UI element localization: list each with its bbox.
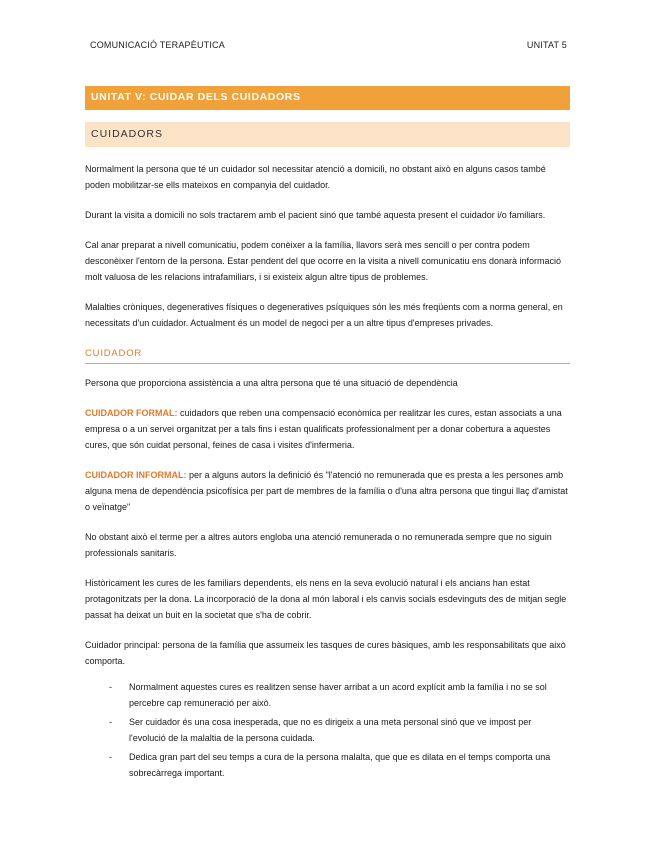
bullet-marker: - <box>109 682 112 692</box>
header-unit: UNITAT 5 <box>526 40 567 50</box>
formal-caregiver-text: cuidadors que reben una compensació econòmica per realitzar les cures, estan associats a una empresa o a un servei organitzat per a tals fins i estan qualificats professionalment per a donar cobertura a aquestes cures, que són cuidat personal, feines de casa i visites d'infermeria. <box>85 408 562 450</box>
paragraph: No obstant això el terme per a altres autors engloba una atenció remunerada o no remunerada sempre que no siguin professionals sanitaris. <box>85 532 552 558</box>
section-title-cuidadors: CUIDADORS <box>85 122 570 147</box>
formal-caregiver-paragraph <box>85 405 570 453</box>
paragraph: Malalties cròniques, degeneratives físiques o degeneratives psíquiques són les més freqüents com a norma general, en necessitats d'un cuidador. Actualment és un model de negoci per a un altre tipus d'empreses privades. <box>85 302 563 328</box>
section-title-cuidador: CUIDADOR <box>85 347 570 364</box>
paragraph: Cal anar preparat a nivell comunicatiu, podem conèixer a la família, llavors serà mes sencill o per contra podem desconèixer l'entorn de la persona. Estar pendent del que ocorre en la visita a nivell comunicatiu ens donarà informació molt valuosa de les relacions intrafamiliars, i si existeix algun altre tipus de problemes. <box>85 240 561 282</box>
caregiver-bullet-list <box>85 679 570 781</box>
informal-caregiver-text: per a alguns autors la definició és "l'atenció no remunerada que es presta a les persones amb alguna mena de dependència psicofísica per part de membres de la família o d'una altra persona que tingui llaç d'amistat o veïnatge" <box>85 470 568 512</box>
bullet-marker: - <box>109 717 112 727</box>
list-item <box>109 749 570 781</box>
formal-caregiver-label: CUIDADOR FORMAL: <box>85 408 178 418</box>
paragraph: Històricament les cures de les familiars dependents, els nens en la seva evolució natural i els ancians han estat protagonitzats per la dona. La incorporació de la dona al món laboral i els canvis socials esdevinguts des de mitjan segle passat ha deixat un buit en la societat que s'ha de cobrir. <box>85 578 567 620</box>
list-item <box>109 679 570 711</box>
informal-caregiver-label: CUIDADOR INFORMAL: <box>85 470 187 480</box>
list-item-text: Ser cuidador és una cosa inesperada, que no es dirigeix a una meta personal sinó que ve impost per l'evolució de la malaltia de la persona cuidada. <box>129 717 532 743</box>
list-item <box>109 714 570 746</box>
unit-title: UNITAT V: CUIDAR DELS CUIDADORS <box>85 86 570 110</box>
paragraph: Normalment la persona que té un cuidador sol necessitar atenció a domicili, no obstant això en alguns casos també poden mobilitzar-se ells mateixos en companyia del cuidador. <box>85 164 546 190</box>
informal-caregiver-paragraph <box>85 467 570 515</box>
page-content <box>85 86 570 784</box>
definition-paragraph: Persona que proporciona assistència a una altra persona que té una situació de dependència <box>85 378 458 388</box>
list-item-text: Dedica gran part del seu temps a cura de la persona malalta, que que es dilata en el temps comporta una sobrecàrrega important. <box>129 752 551 778</box>
bullet-marker: - <box>109 752 112 762</box>
list-item-text: Normalment aquestes cures es realitzen sense haver arribat a un acord explícit amb la família i no se sol percebre cap remuneració per això. <box>129 682 547 708</box>
primary-caregiver-paragraph: Cuidador principal: persona de la família que assumeix les tasques de cures bàsiques, amb les responsabilitats que això comporta. <box>85 640 566 666</box>
header-subject: COMUNICACIÓ TERAPÈUTICA <box>90 40 225 50</box>
paragraph: Durant la visita a domicili no sols tractarem amb el pacient sinó que també aquesta present el cuidador i/o familiars. <box>85 210 546 220</box>
